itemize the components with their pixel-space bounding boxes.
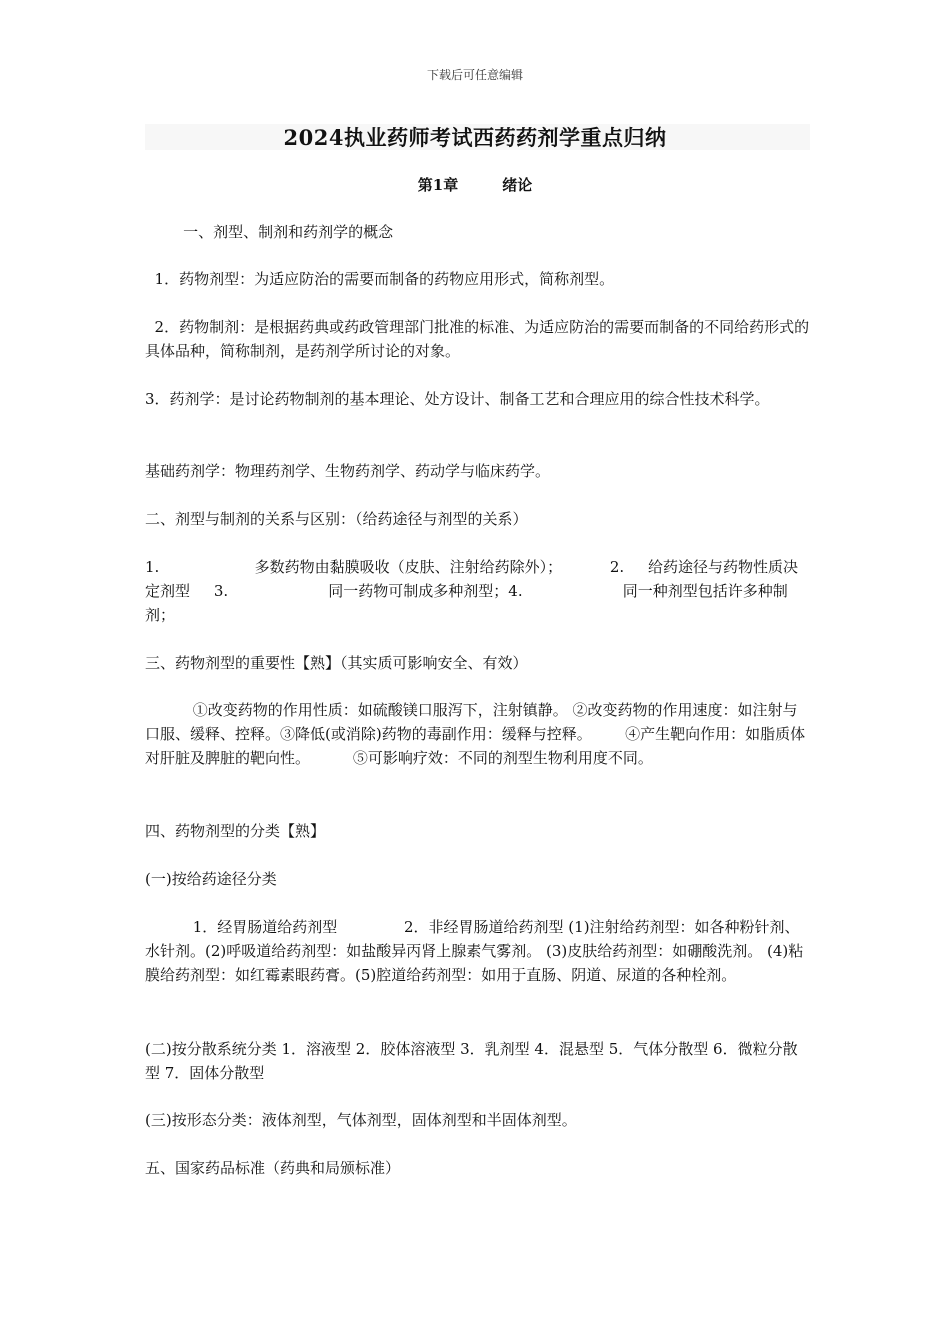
paragraph-dispersion-classification: (二)按分散系统分类 1．溶液型 2．胶体溶液型 3．乳剂型 4．混悬型 5．气体分散型 6．微粒分散型 7．固体分散型 — [145, 1040, 798, 1082]
paragraph-relations: 1. 多数药物由黏膜吸收（皮肤、注射给药除外）； 2. 给药途径与药物性质决定剂型 3. 同一药物可制成多种剂型；4. 同一种剂型包括许多种制剂； — [145, 558, 799, 624]
paragraph-dosage-form: 1．药物剂型：为适应防治的需要而制备的药物应用形式，简称剂型。 — [145, 270, 615, 288]
header-note: 下载后可任意编辑 — [426, 68, 523, 82]
subsection-route: (一)按给药途径分类 — [145, 870, 277, 888]
chapter-number: 第1章 — [417, 176, 459, 194]
section-heading-4: 四、药物剂型的分类【熟】 — [145, 822, 326, 840]
section-heading-2: 二、剂型与制剂的关系与区别：（给药途径与剂型的关系） — [145, 510, 528, 528]
chapter-heading — [0, 174, 950, 195]
paragraph-route-classification: 1．经胃肠道给药剂型 2．非经胃肠道给药剂型 (1)注射给药剂型：如各种粉针剂、水针剂。(2)呼吸道给药剂型：如盐酸异丙肾上腺素气雾剂。 (3)皮肤给药剂型：如硼酸洗剂。 (4)粘膜给药剂型：如红霉素眼药膏。(5)腔道给药剂型：如用于直肠、阴道、尿道的各种栓剂。 — [145, 918, 804, 984]
document-title: 2024执业药师考试西药药剂学重点归纳 — [283, 125, 667, 150]
section-heading-3: 三、药物剂型的重要性【熟】（其实质可影响安全、有效） — [145, 654, 528, 672]
paragraph-basic-pharmaceutics: 基础药剂学：物理药剂学、生物药剂学、药动学与临床药学。 — [145, 462, 551, 480]
paragraph-pharmaceutics: 3．药剂学：是讨论药物制剂的基本理论、处方设计、制备工艺和合理应用的综合性技术科学。 — [145, 390, 770, 408]
section-heading-5: 五、国家药品标准（药典和局颁标准） — [145, 1159, 401, 1177]
paragraph-importance: ①改变药物的作用性质：如硫酸镁口服泻下，注射镇静。 ②改变药物的作用速度：如注射与口服、缓释、控释。③降低(或消除)药物的毒副作用：缓释与控释。 ④产生靶向作用：如脂质体对肝脏及脾脏的靶向性。 ⑤可影响疗效：不同的剂型生物利用度不同。 — [145, 701, 806, 767]
paragraph-preparation: 2．药物制剂：是根据药典或药政管理部门批准的标准、为适应防治的需要而制备的不同给药形式的具体品种，简称制剂，是药剂学所讨论的对象。 — [145, 318, 810, 360]
paragraph-form-classification: (三)按形态分类：液体剂型，气体剂型，固体剂型和半固体剂型。 — [145, 1111, 577, 1129]
section-heading-1: 一、剂型、制剂和药剂学的概念 — [145, 223, 394, 241]
chapter-name: 绪论 — [502, 176, 533, 194]
